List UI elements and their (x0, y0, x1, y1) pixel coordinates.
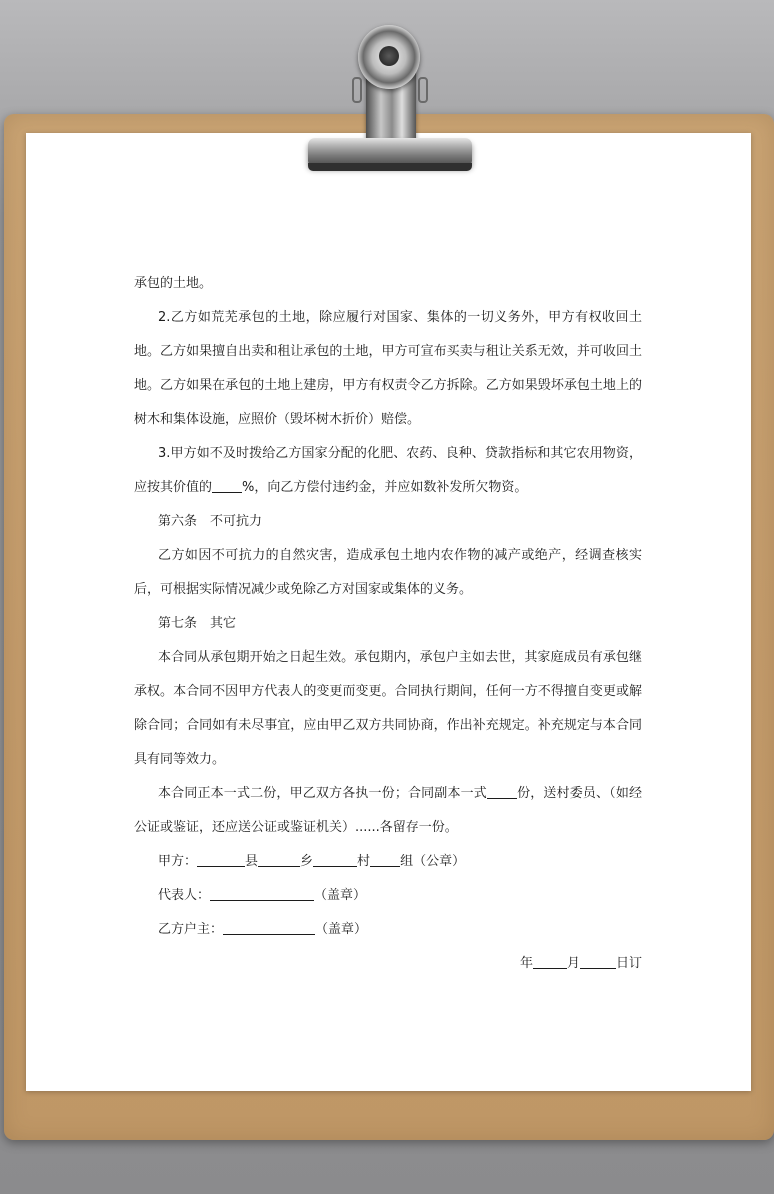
representative-seal: （盖章） (314, 888, 367, 903)
party-b-label: 乙方户主： (158, 922, 224, 937)
paragraph-clause-2: 2.乙方如荒芜承包的土地，除应履行对国家、集体的一切义务外，甲方有权收回土地。乙方如果擅自出卖和租让承包的土地，甲方可宣布买卖与租让关系无效，并可收回土地。乙方如果在承包的土地上建房，甲方有权责令乙方拆除。乙方如果毁坏承包土地上的树木和集体设施，应照价（毁坏树木折价）赔偿。 (134, 310, 642, 427)
representative-blank (210, 886, 314, 901)
clip-ring (358, 25, 420, 89)
county-blank (197, 852, 245, 867)
paragraph-continued: 承包的土地。 (134, 276, 213, 291)
year-label: 年 (519, 956, 533, 971)
percent-blank (212, 478, 242, 493)
group-blank (370, 852, 400, 867)
clause-3-text-before: 3.甲方如不及时拨给乙方国家分配的化肥、农药、良种、贷款指标和其它农用物资，应按其价值的 (134, 446, 642, 495)
clause-3-text-after: %，向乙方偿付违约金，并应如数补发所欠物资。 (242, 480, 528, 495)
copies-text-after: 份，送村委员、（如经公证或鉴证，还应送公证或鉴证机关）......各留存一份。 (134, 786, 642, 835)
clip-wire-right (418, 77, 428, 103)
binder-clip (300, 25, 478, 180)
township-blank (258, 852, 300, 867)
township-label: 乡 (300, 854, 314, 869)
clip-wire-left (352, 77, 362, 103)
date-line (134, 947, 642, 981)
paragraph-effective: 本合同从承包期开始之日起生效。承包期内，承包户主如去世，其家庭成员有承包继承权。本合同不因甲方代表人的变更而变更。合同执行期间，任何一方不得擅自变更或解除合同；合同如有未尽事宜，应由甲乙双方共同协商，作出补充规定。补充规定与本合同具有同等效力。 (134, 650, 642, 767)
party-a-label: 甲方： (158, 854, 198, 869)
clip-hole (379, 46, 399, 66)
day-label: 日订 (615, 956, 642, 971)
copies-text-before: 本合同正本一式二份，甲乙双方各执一份；合同副本一式 (158, 786, 487, 801)
village-label: 村 (357, 854, 371, 869)
paragraph-clause-3 (134, 437, 642, 505)
representative-label: 代表人： (158, 888, 211, 903)
group-label: 组（公章） (400, 854, 466, 869)
month-label: 月 (566, 956, 580, 971)
day-blank (580, 954, 616, 969)
clip-base-edge (308, 163, 472, 171)
village-blank (313, 852, 357, 867)
party-b-blank (223, 920, 315, 935)
party-b-line (134, 913, 642, 947)
party-a-line (134, 845, 642, 879)
county-label: 县 (245, 854, 259, 869)
paragraph-copies (134, 777, 642, 845)
month-blank (533, 954, 567, 969)
clip-base (308, 138, 472, 166)
representative-line (134, 879, 642, 913)
party-b-seal: （盖章） (315, 922, 368, 937)
article-6-heading: 第六条 不可抗力 (158, 514, 263, 529)
article-7-heading: 第七条 其它 (158, 616, 237, 631)
paragraph-force-majeure: 乙方如因不可抗力的自然灾害，造成承包土地内农作物的减产或绝产，经调查核实后，可根据实际情况减少或免除乙方对国家或集体的义务。 (134, 548, 642, 597)
contract-text (134, 267, 642, 981)
copies-blank (487, 784, 517, 799)
